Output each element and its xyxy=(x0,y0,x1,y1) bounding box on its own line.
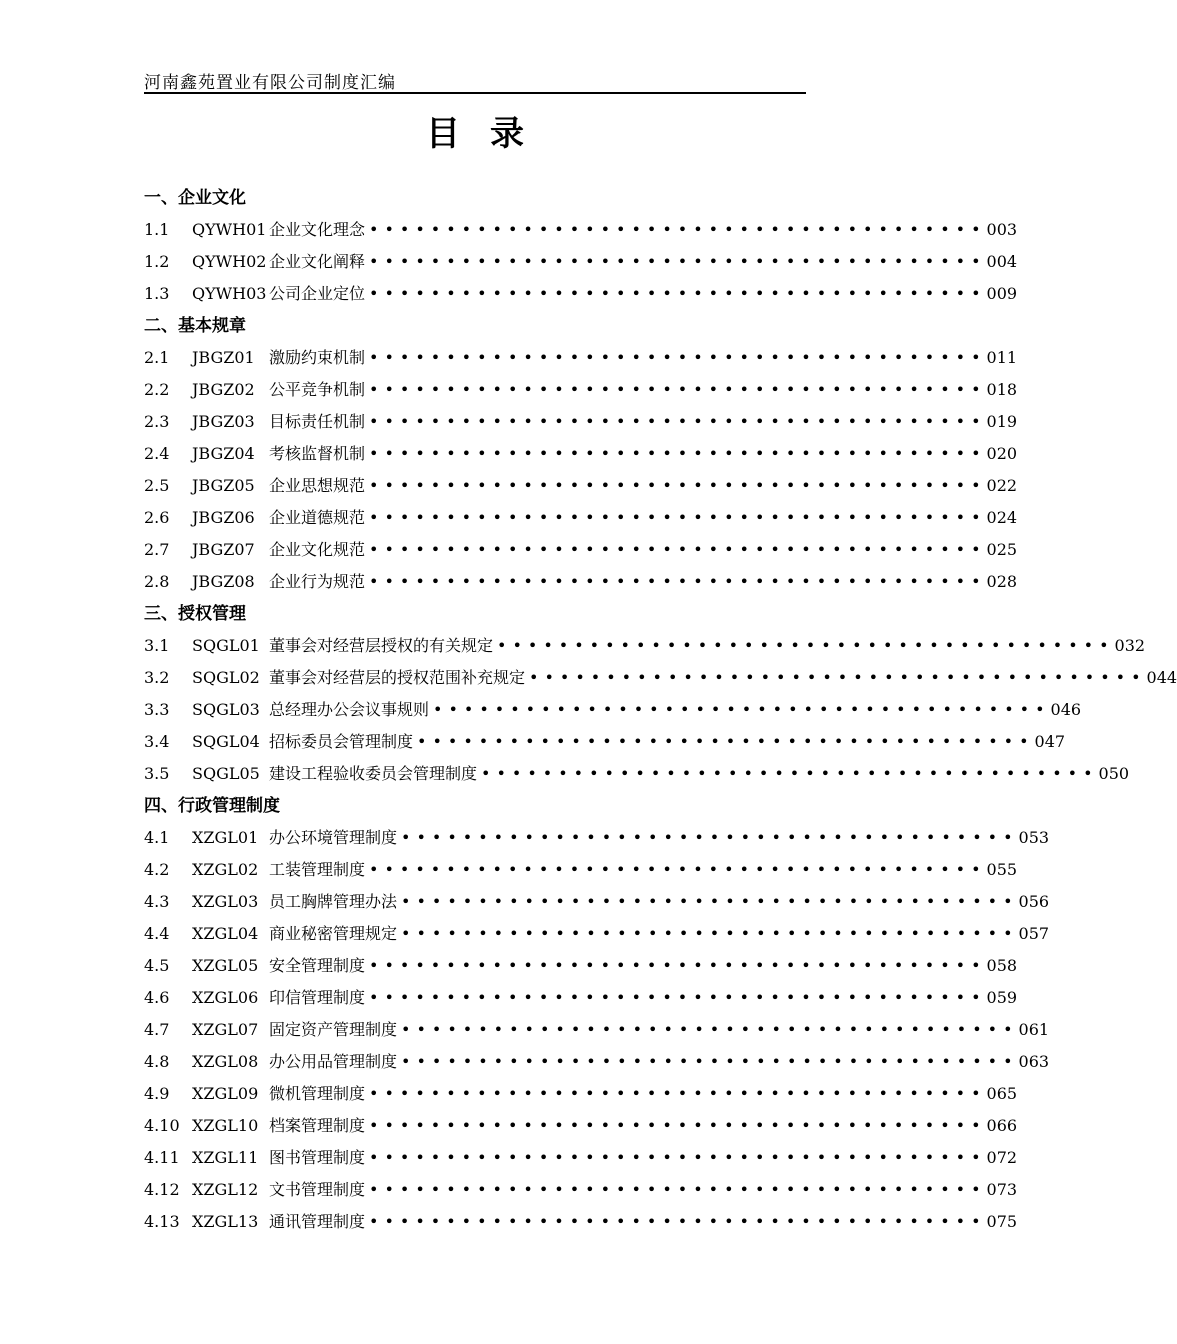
toc-entry-number: 1.3 xyxy=(144,284,170,303)
toc-entry-code: XZGL02 xyxy=(192,860,259,879)
toc-entry-code: XZGL07 xyxy=(192,1020,259,1039)
dot-leader: •••••••••••••••••••••••••••••••••••••••• xyxy=(401,924,1019,943)
toc-entry-number: 3.4 xyxy=(144,732,170,751)
toc-entry-page: 004 xyxy=(986,252,1018,271)
toc-entry-page: 061 xyxy=(1018,1020,1050,1039)
toc-entry-number: 4.3 xyxy=(144,892,170,911)
toc-entry-number: 2.5 xyxy=(144,476,170,495)
toc-entry-page: 028 xyxy=(986,572,1018,591)
toc-entry-title: 安全管理制度 xyxy=(269,956,366,975)
toc-entry-title: 工装管理制度 xyxy=(269,860,366,879)
toc-entry-title: 办公环境管理制度 xyxy=(269,828,398,847)
toc-entry-page: 003 xyxy=(986,220,1018,239)
dot-leader: •••••••••••••••••••••••••••••••••••••••• xyxy=(369,284,987,303)
toc-entry-title: 公司企业定位 xyxy=(269,284,366,303)
toc-entry[interactable] xyxy=(144,694,1082,726)
dot-leader: •••••••••••••••••••••••••••••••••••••••• xyxy=(369,1084,987,1103)
toc-entry[interactable] xyxy=(144,662,1177,694)
toc-entry[interactable] xyxy=(144,630,1146,662)
toc-entry-title: 企业文化阐释 xyxy=(269,252,366,271)
toc-section-heading: 一、企业文化 xyxy=(144,188,246,208)
dot-leader: •••••••••••••••••••••••••••••••••••••••• xyxy=(369,444,987,463)
dot-leader: •••••••••••••••••••••••••••••••••••••••• xyxy=(369,860,987,879)
toc-entry[interactable] xyxy=(144,566,1018,598)
dot-leader: •••••••••••••••••••••••••••••••••••••••• xyxy=(369,956,987,975)
dot-leader: •••••••••••••••••••••••••••••••••••••••• xyxy=(417,732,1035,751)
toc-entry-number: 4.10 xyxy=(144,1116,180,1135)
toc-entry-code: QYWH02 xyxy=(192,252,267,271)
toc-entry-title: 企业思想规范 xyxy=(269,476,366,495)
toc-entry[interactable] xyxy=(144,214,1018,246)
toc-entry-code: XZGL05 xyxy=(192,956,259,975)
toc-entry-page: 009 xyxy=(986,284,1018,303)
toc-entry[interactable] xyxy=(144,982,1018,1014)
toc-entry-page: 059 xyxy=(986,988,1018,1007)
dot-leader: •••••••••••••••••••••••••••••••••••••••• xyxy=(369,1148,987,1167)
toc-entry-code: XZGL03 xyxy=(192,892,259,911)
toc-entry[interactable] xyxy=(144,1174,1018,1206)
toc-entry-title: 文书管理制度 xyxy=(269,1180,366,1199)
toc-entry-title: 员工胸牌管理办法 xyxy=(269,892,398,911)
toc-entry-number: 3.1 xyxy=(144,636,170,655)
toc-entry-number: 3.3 xyxy=(144,700,170,719)
toc-entry[interactable] xyxy=(144,758,1130,790)
toc-entry-page: 066 xyxy=(986,1116,1018,1135)
table-of-contents xyxy=(144,182,1177,1238)
toc-entry-page: 019 xyxy=(986,412,1018,431)
toc-entry-code: XZGL06 xyxy=(192,988,259,1007)
toc-entry[interactable] xyxy=(144,246,1018,278)
toc-entry-title: 目标责任机制 xyxy=(269,412,366,431)
toc-entry-page: 032 xyxy=(1114,636,1146,655)
dot-leader: •••••••••••••••••••••••••••••••••••••••• xyxy=(369,380,987,399)
toc-entry-number: 2.7 xyxy=(144,540,170,559)
toc-entry-code: SQGL05 xyxy=(192,764,260,783)
toc-entry-code: JBGZ03 xyxy=(192,412,255,431)
toc-entry[interactable] xyxy=(144,470,1018,502)
toc-section-heading: 二、基本规章 xyxy=(144,316,246,336)
toc-entry[interactable] xyxy=(144,886,1050,918)
dot-leader: •••••••••••••••••••••••••••••••••••••••• xyxy=(529,668,1147,687)
toc-entry-code: SQGL04 xyxy=(192,732,260,751)
toc-entry-code: SQGL03 xyxy=(192,700,260,719)
dot-leader: •••••••••••••••••••••••••••••••••••••••• xyxy=(369,348,987,367)
toc-entry-page: 063 xyxy=(1018,1052,1050,1071)
dot-leader: •••••••••••••••••••••••••••••••••••••••• xyxy=(401,828,1019,847)
dot-leader: •••••••••••••••••••••••••••••••••••••••• xyxy=(497,636,1115,655)
toc-entry-page: 024 xyxy=(986,508,1018,527)
toc-entry-page: 065 xyxy=(986,1084,1018,1103)
toc-entry[interactable] xyxy=(144,342,1018,374)
toc-entry-title: 图书管理制度 xyxy=(269,1148,366,1167)
toc-entry-title: 企业文化理念 xyxy=(269,220,366,239)
toc-entry-code: JBGZ01 xyxy=(192,348,255,367)
page-header xyxy=(144,66,806,94)
toc-entry[interactable] xyxy=(144,406,1018,438)
toc-entry-page: 072 xyxy=(986,1148,1018,1167)
toc-entry-title: 企业行为规范 xyxy=(269,572,366,591)
toc-entry-title: 印信管理制度 xyxy=(269,988,366,1007)
toc-entry-page: 046 xyxy=(1050,700,1082,719)
toc-entry-page: 073 xyxy=(986,1180,1018,1199)
toc-entry-number: 1.1 xyxy=(144,220,170,239)
dot-leader: •••••••••••••••••••••••••••••••••••••••• xyxy=(369,1180,987,1199)
toc-entry-code: XZGL12 xyxy=(192,1180,259,1199)
toc-entry-code: JBGZ05 xyxy=(192,476,255,495)
toc-entry-page: 018 xyxy=(986,380,1018,399)
toc-entry-number: 1.2 xyxy=(144,252,170,271)
toc-entry-title: 公平竞争机制 xyxy=(269,380,366,399)
toc-entry[interactable] xyxy=(144,950,1018,982)
toc-entry-title: 企业道德规范 xyxy=(269,508,366,527)
toc-entry[interactable] xyxy=(144,278,1018,310)
toc-entry-number: 4.2 xyxy=(144,860,170,879)
toc-entry-number: 4.5 xyxy=(144,956,170,975)
toc-entry[interactable] xyxy=(144,1014,1050,1046)
toc-entry-code: SQGL02 xyxy=(192,668,260,687)
toc-entry-code: JBGZ08 xyxy=(192,572,255,591)
toc-entry-number: 4.1 xyxy=(144,828,170,847)
dot-leader: •••••••••••••••••••••••••••••••••••••••• xyxy=(369,220,987,239)
dot-leader: •••••••••••••••••••••••••••••••••••••••• xyxy=(401,1052,1019,1071)
toc-entry-page: 020 xyxy=(986,444,1018,463)
toc-entry-number: 4.11 xyxy=(144,1148,180,1167)
toc-entry-title: 招标委员会管理制度 xyxy=(269,732,414,751)
toc-entry-title: 激励约束机制 xyxy=(269,348,366,367)
toc-entry-number: 2.4 xyxy=(144,444,170,463)
toc-entry-title: 董事会对经营层的授权范围补充规定 xyxy=(269,668,526,687)
toc-entry-code: XZGL13 xyxy=(192,1212,259,1231)
toc-entry-title: 微机管理制度 xyxy=(269,1084,366,1103)
dot-leader: •••••••••••••••••••••••••••••••••••••••• xyxy=(401,1020,1019,1039)
toc-entry[interactable] xyxy=(144,1206,1018,1238)
toc-entry-number: 4.8 xyxy=(144,1052,170,1071)
dot-leader: •••••••••••••••••••••••••••••••••••••••• xyxy=(401,892,1019,911)
toc-entry-page: 053 xyxy=(1018,828,1050,847)
toc-entry-code: JBGZ06 xyxy=(192,508,255,527)
toc-entry-title: 办公用品管理制度 xyxy=(269,1052,398,1071)
dot-leader: •••••••••••••••••••••••••••••••••••••••• xyxy=(369,252,987,271)
toc-entry-number: 4.7 xyxy=(144,1020,170,1039)
toc-entry-code: JBGZ04 xyxy=(192,444,255,463)
toc-entry-title: 董事会对经营层授权的有关规定 xyxy=(269,636,494,655)
dot-leader: •••••••••••••••••••••••••••••••••••••••• xyxy=(433,700,1051,719)
toc-entry-title: 企业文化规范 xyxy=(269,540,366,559)
dot-leader: •••••••••••••••••••••••••••••••••••••••• xyxy=(369,1116,987,1135)
toc-entry-code: JBGZ02 xyxy=(192,380,255,399)
toc-entry-page: 022 xyxy=(986,476,1018,495)
toc-entry[interactable] xyxy=(144,374,1018,406)
toc-entry[interactable] xyxy=(144,502,1018,534)
toc-entry[interactable] xyxy=(144,726,1066,758)
toc-entry[interactable] xyxy=(144,918,1050,950)
toc-entry-title: 建设工程验收委员会管理制度 xyxy=(269,764,478,783)
header-text: 河南鑫苑置业有限公司制度汇编 xyxy=(144,73,396,93)
toc-entry-number: 4.13 xyxy=(144,1212,180,1231)
dot-leader: •••••••••••••••••••••••••••••••••••••••• xyxy=(369,508,987,527)
toc-entry-number: 4.6 xyxy=(144,988,170,1007)
toc-entry-number: 3.2 xyxy=(144,668,170,687)
toc-entry[interactable] xyxy=(144,822,1050,854)
toc-entry[interactable] xyxy=(144,438,1018,470)
toc-entry-number: 2.6 xyxy=(144,508,170,527)
toc-entry-code: XZGL10 xyxy=(192,1116,259,1135)
dot-leader: •••••••••••••••••••••••••••••••••••••••• xyxy=(369,572,987,591)
dot-leader: •••••••••••••••••••••••••••••••••••••••• xyxy=(369,988,987,1007)
dot-leader: •••••••••••••••••••••••••••••••••••••••• xyxy=(369,412,987,431)
toc-entry-number: 3.5 xyxy=(144,764,170,783)
toc-entry-code: XZGL09 xyxy=(192,1084,259,1103)
page-title: 目录 xyxy=(426,114,554,154)
toc-entry-code: XZGL01 xyxy=(192,828,259,847)
toc-entry-number: 2.1 xyxy=(144,348,170,367)
toc-entry-title: 档案管理制度 xyxy=(269,1116,366,1135)
toc-entry-title: 固定资产管理制度 xyxy=(269,1020,398,1039)
toc-entry-code: SQGL01 xyxy=(192,636,260,655)
toc-entry[interactable] xyxy=(144,1046,1050,1078)
toc-entry-page: 050 xyxy=(1098,764,1130,783)
toc-entry[interactable] xyxy=(144,1142,1018,1174)
toc-entry-page: 044 xyxy=(1146,668,1177,687)
toc-entry[interactable] xyxy=(144,1110,1018,1142)
toc-entry-code: XZGL08 xyxy=(192,1052,259,1071)
toc-entry[interactable] xyxy=(144,1078,1018,1110)
toc-entry-page: 075 xyxy=(986,1212,1018,1231)
toc-entry-number: 4.9 xyxy=(144,1084,170,1103)
toc-entry-title: 通讯管理制度 xyxy=(269,1212,366,1231)
toc-entry-page: 011 xyxy=(986,348,1018,367)
dot-leader: •••••••••••••••••••••••••••••••••••••••• xyxy=(369,1212,987,1231)
toc-entry-page: 057 xyxy=(1018,924,1050,943)
toc-entry-page: 055 xyxy=(986,860,1018,879)
toc-entry-code: JBGZ07 xyxy=(192,540,255,559)
toc-section-heading: 三、授权管理 xyxy=(144,604,246,624)
toc-entry-number: 4.12 xyxy=(144,1180,180,1199)
toc-entry-number: 2.3 xyxy=(144,412,170,431)
toc-entry-page: 025 xyxy=(986,540,1018,559)
dot-leader: •••••••••••••••••••••••••••••••••••••••• xyxy=(369,540,987,559)
toc-entry-number: 4.4 xyxy=(144,924,170,943)
toc-entry-title: 考核监督机制 xyxy=(269,444,366,463)
toc-entry-page: 058 xyxy=(986,956,1018,975)
toc-entry-page: 056 xyxy=(1018,892,1050,911)
toc-entry-page: 047 xyxy=(1034,732,1066,751)
toc-entry-code: QYWH01 xyxy=(192,220,267,239)
dot-leader: •••••••••••••••••••••••••••••••••••••••• xyxy=(369,476,987,495)
toc-entry-number: 2.8 xyxy=(144,572,170,591)
toc-entry[interactable] xyxy=(144,854,1018,886)
toc-entry-number: 2.2 xyxy=(144,380,170,399)
toc-entry-code: QYWH03 xyxy=(192,284,267,303)
toc-entry-code: XZGL04 xyxy=(192,924,259,943)
toc-section-heading: 四、行政管理制度 xyxy=(144,796,280,816)
toc-entry-title: 总经理办公会议事规则 xyxy=(269,700,430,719)
toc-entry-code: XZGL11 xyxy=(192,1148,259,1167)
dot-leader: •••••••••••••••••••••••••••••••••••••••• xyxy=(481,764,1099,783)
toc-entry-title: 商业秘密管理规定 xyxy=(269,924,398,943)
toc-entry[interactable] xyxy=(144,534,1018,566)
